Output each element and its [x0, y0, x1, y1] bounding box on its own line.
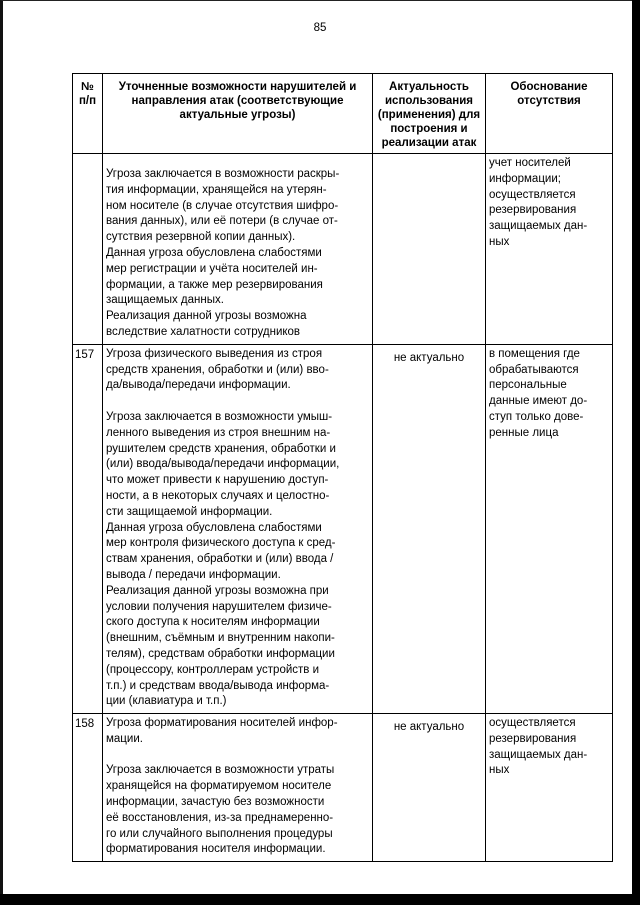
threats-table: [72, 73, 613, 862]
threat-paragraph: Данная угроза обусловлена слабостями мер регистрации и учёта носителей ин- формации, а также мер резервирования защищаемых данных.: [106, 246, 323, 307]
page-number: 85: [313, 22, 327, 34]
actuality-cell: не актуально: [373, 344, 486, 713]
table-row-157: [73, 344, 613, 713]
row-num: 158: [73, 714, 103, 862]
threat-paragraph: Данная угроза обусловлена слабостями мер контроля физического доступа к сред- ствам хранения, обработки и (или) ввода / вывода / передачи информации.: [106, 521, 336, 581]
header-actuality: Актуальность использования (применения) для построения и реализации атак: [373, 74, 486, 154]
header-justification: Обоснование отсутствия: [486, 74, 613, 154]
threat-paragraph: Реализация данной угрозы возможна при условии получения нарушителем физиче- ского доступа к носителям информации (внешним, съёмным и внутренним накопи- телям), средствам обработки информации (процессору, контроллерам устройств и т.п.) и средствам ввода/вывода информа- ции (клавиатура и т.п.): [106, 584, 335, 708]
table-header-row: [73, 74, 613, 154]
scan-edge-right: [632, 0, 640, 905]
threat-paragraph: Угроза заключается в возможности утраты хранящейся на форматируемом носителе информации, зачастую без возможности её восстановления, из-за преднамеренно- го или случайного выполнения процедуры форматирования носителя информации.: [106, 764, 335, 856]
threat-description: [103, 344, 373, 713]
justification-cell: в помещения где обрабатываются персональные данные имеют до- ступ только дове- ренные лица: [486, 344, 613, 713]
threat-title: Угроза форматирования носителей инфор- мации.: [106, 717, 338, 745]
header-num: № п/п: [73, 74, 103, 154]
scan-edge-bottom: [0, 894, 640, 905]
threat-paragraph: Угроза заключается в возможности умыш- ленного выведения из строя внешним на- рушителем средств хранения, обработки и (или) ввода/вывода/передачи информации, что может привести к нарушению доступ- ности, а в некоторых случаях и целостно- сти защищаемой информации.: [106, 410, 340, 518]
threat-description: [103, 154, 373, 345]
table-row-continued: [73, 154, 613, 345]
actuality-cell: не актуально: [373, 714, 486, 862]
row-num: [73, 154, 103, 345]
justification-cell: осуществляется резервирования защищаемых дан- ных: [486, 714, 613, 862]
header-threat: Уточненные возможности нарушителей и направления атак (соответствующие актуальные угрозы): [103, 74, 373, 154]
justification-cell: учет носителей информации; осуществляется резервирования защищаемых дан- ных: [486, 154, 613, 345]
row-num: 157: [73, 344, 103, 713]
threat-paragraph: Реализация данной угрозы возможна вследствие халатности сотрудников: [106, 310, 307, 338]
threat-paragraph: Угроза заключается в возможности раскры- тия информации, хранящейся на утерян- ном носителе (в случае отсутствия шифро- вания данных), или её потери (в случае от- сутствия резервной копии данных).: [106, 168, 340, 244]
threat-description: [103, 714, 373, 862]
threat-title: Угроза физического выведения из строя средств хранения, обработки и (или) вво- да/вывода/передачи информации.: [106, 347, 329, 392]
table-row-158: [73, 714, 613, 862]
actuality-cell: [373, 154, 486, 345]
